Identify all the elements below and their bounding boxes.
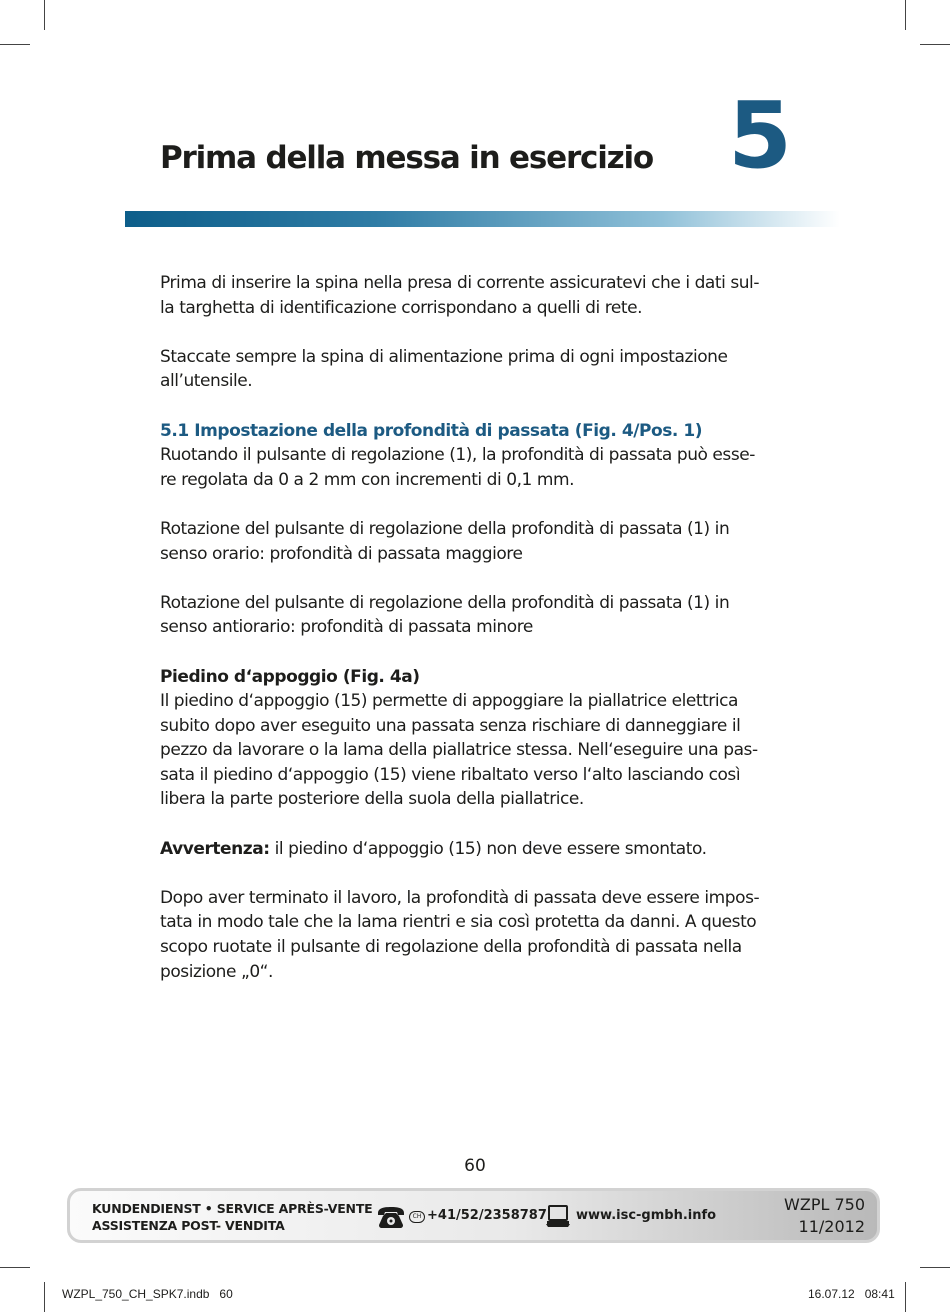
text-line: la targhetta di identificazione corrispondano a quelli di rete.	[160, 297, 643, 318]
after-work-paragraph	[160, 886, 790, 984]
text-line: scopo ruotate il pulsante di regolazione della profondità di passata nella	[160, 937, 742, 958]
model-info	[784, 1194, 865, 1238]
warning-line	[160, 837, 790, 862]
text-line: re regolata da 0 a 2 mm con incrementi di 0,1 mm.	[160, 469, 575, 490]
main-content	[160, 271, 790, 1009]
crop-mark	[44, 1282, 45, 1312]
unplug-paragraph	[160, 345, 790, 394]
text-line: Prima di inserire la spina nella presa di corrente assicuratevi che i dati sul-	[160, 273, 760, 293]
page-title: Prima della messa in esercizio	[160, 140, 654, 176]
print-slug-timestamp: 16.07.12 08:41	[808, 1287, 895, 1301]
warning-label: Avvertenza:	[160, 838, 270, 859]
intro-paragraph	[160, 271, 790, 320]
section-heading: 5.1 Impostazione della profondità di passata (Fig. 4/Pos. 1)	[160, 420, 703, 441]
model-name: WZPL 750	[784, 1195, 865, 1214]
crop-mark	[920, 44, 950, 45]
support-foot-section	[160, 665, 790, 813]
text-line: Rotazione del pulsante di regolazione della profondità di passata (1) in	[160, 518, 730, 539]
service-label	[92, 1200, 372, 1234]
laptop-icon	[545, 1204, 571, 1228]
text-line: Il piedino d‘appoggio (15) permette di appoggiare la piallatrice elettrica	[160, 691, 738, 712]
subsection-heading: Piedino d‘appoggio (Fig. 4a)	[160, 666, 420, 687]
page-number: 60	[464, 1156, 486, 1176]
text-line: Rotazione del pulsante di regolazione della profondità di passata (1) in	[160, 592, 730, 613]
clockwise-paragraph	[160, 517, 790, 566]
text-line: all’utensile.	[160, 371, 253, 392]
print-slug-file: WZPL_750_CH_SPK7.indb 60	[62, 1287, 233, 1301]
text-line: senso orario: profondità di passata maggiore	[160, 543, 523, 564]
text-line: Dopo aver terminato il lavoro, la profondità di passata deve essere impos-	[160, 887, 760, 908]
service-line-2: ASSISTENZA POST- VENDITA	[92, 1218, 285, 1233]
section-5-1	[160, 419, 790, 493]
service-line-1: KUNDENDIENST • SERVICE APRÈS-VENTE	[92, 1201, 373, 1216]
chapter-number: 5	[728, 82, 791, 189]
crop-mark	[905, 0, 906, 30]
text-line: pezzo da lavorare o la lama della piallatrice stessa. Nell‘eseguire una pas-	[160, 740, 758, 761]
telephone-icon	[376, 1205, 406, 1229]
text-line: tata in modo tale che la lama rientri e sia così protetta da danni. A questo	[160, 912, 757, 933]
crop-mark	[920, 1267, 950, 1268]
website-link[interactable]: www.isc-gmbh.info	[576, 1208, 717, 1223]
model-date: 11/2012	[798, 1217, 865, 1236]
warning-text: il piedino d‘appoggio (15) non deve essere smontato.	[269, 838, 707, 859]
text-line: Ruotando il pulsante di regolazione (1), la profondità di passata può esse-	[160, 445, 755, 466]
crop-mark	[44, 0, 45, 30]
crop-mark	[0, 1267, 30, 1268]
text-line: libera la parte posteriore della suola della piallatrice.	[160, 789, 584, 810]
service-footer	[67, 1188, 880, 1243]
crop-mark	[905, 1282, 906, 1312]
title-gradient-bar	[125, 211, 840, 227]
country-badge: CH	[409, 1211, 425, 1223]
text-line: subito dopo aver eseguito una passata senza rischiare di danneggiare il	[160, 715, 741, 736]
counterclockwise-paragraph	[160, 591, 790, 640]
warning-paragraph	[160, 837, 790, 862]
crop-mark	[0, 44, 30, 45]
text-line: sata il piedino d‘appoggio (15) viene ribaltato verso l‘alto lasciando così	[160, 764, 741, 785]
phone-number[interactable]: +41/52/2358787	[427, 1208, 547, 1223]
text-line: Staccate sempre la spina di alimentazione prima di ogni impostazione	[160, 346, 728, 367]
text-line: senso antiorario: profondità di passata minore	[160, 617, 533, 638]
text-line: posizione „0“.	[160, 961, 273, 982]
